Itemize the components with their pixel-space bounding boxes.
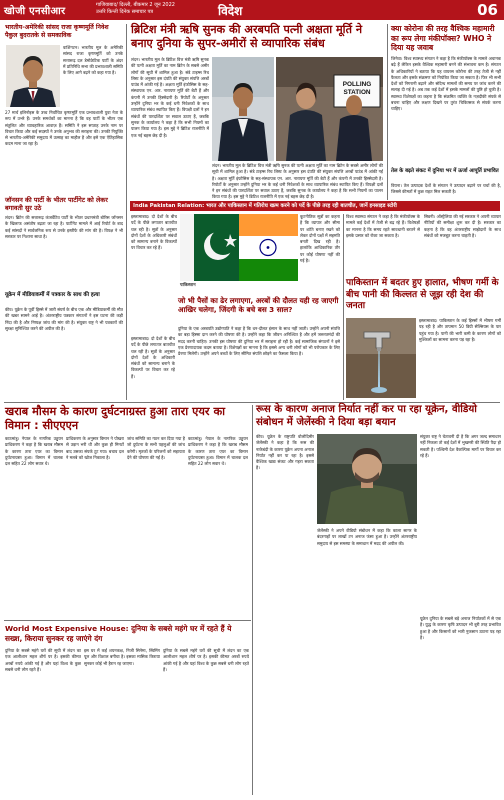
zelensky-photo bbox=[317, 434, 417, 524]
left-headline: भारतीय-अमेरिकी सांसद राजा कृष्णमूर्ति निवेश पैकुल बुदरातके से समकाविक bbox=[5, 24, 109, 39]
left-story-3-body: कीव। यूक्रेन के पूर्वी हिस्से में जारी संघर्ष के बीच एक और मीडियाकर्मी की मौत की खबर सामने आई है। अंतरराष्ट्रीय पत्रकार संगठनों ने इस घटना की कड़ी निंदा की है और निष्पक्ष जांच की मांग की है। संयुक्त राष्ट्र ने भी पत्रकारों की सुरक्षा सुनिश्चित करने की अपील की है। bbox=[5, 307, 123, 331]
tap-water-photo bbox=[346, 318, 416, 398]
house-body-c: दुनिया के सबसे महंगे घरों की सूची में लंदन का एक आलीशान महल शीर्ष पर है। इसकी कीमत अरबों रुपये आंकी गई है और यहां विश्व के कुछ सबसे धनी लोग रहते हैं। bbox=[163, 648, 249, 672]
pak-water-headline: पाकिस्तान में बदतर हुए हालात, भीषण गर्मी के बीच पानी की किल्लत से जूझ रही देश की जनता bbox=[346, 278, 499, 311]
pak-body-top-b: सिडनी। ऑस्ट्रेलिया की नई सरकार ने अपनी व्यापार नीतियों की समीक्षा शुरू कर दी है। सरकार का कहना है कि वह अंतरराष्ट्रीय साझेदारों के साथ संबंधों को मजबूत करना चाहती है। bbox=[424, 214, 501, 238]
masthead-date: गाजियाबाद/ दिल्ली, बीकमार 2 जून 2022 bbox=[96, 2, 175, 8]
zelensky-body-d: यूक्रेन दुनिया के सबसे बड़े अनाज निर्यातकों में से एक है। युद्ध के कारण कृषि उत्पादन भी बुरी तरह प्रभावित हुआ है और किसानों को भारी नुकसान उठाना पड़ रहा है। bbox=[420, 616, 501, 640]
section-title: विदेश bbox=[218, 4, 243, 18]
pak-body-top-a: विश्व स्वास्थ्य संगठन ने कहा है कि मंकीपॉक्स के मामले कई देशों में तेजी से बढ़ रहे हैं। विशेषज्ञों का मानना है कि समय रहते सावधानी बरतने से इसके प्रसार को रोका जा सकता है। bbox=[346, 214, 420, 238]
house-body-a: दुनिया के सबसे महंगे घरों की सूची में लंदन का एक आलीशान महल शीर्ष पर है। इसकी कीमत अरबों रुपये आंकी गई है और यहां विश्व के कुछ सबसे धनी लोग रहते हैं। bbox=[5, 648, 81, 672]
lead-headline: ब्रिटिश मंत्री ऋषि सुनक की अरबपति पत्नी अक्षता मूर्ति ने बनाए दुनिया के सुपर-अमीरों से व्यापारिक संबंध bbox=[131, 23, 363, 50]
oil-subhead: तेल के बढ़ते संकट में दुनिया भर में ऊर्जा आपूर्ति प्रभावित bbox=[391, 168, 499, 174]
monkeypox-headline: क्या कोरोना की तरह वैश्विक महामारी का रूप लेगा मंकीपॉक्स? WHO ने दिया यह जवाब bbox=[391, 24, 495, 52]
wealth-body: दुनिया के एक अरबपति उद्योगपति ने कहा है कि धन-दौलत इंसान के साथ नहीं जाती। उन्होंने अपनी संपत्ति का बड़ा हिस्सा दान करने की घोषणा की है। उन्होंने कहा कि जीवन अनिश्चित है और हमें जरूरतमंदों की मदद करनी चाहिए। उनकी इस घोषणा की दुनिया भर में सराहना हो रही है। कई सामाजिक संगठनों ने इसे एक प्रेरणादायक कदम बताया है। विशेषज्ञों का मानना है कि इससे अन्य धनी लोगों को भी परोपकार के लिए प्रेरणा मिलेगी। उन्होंने अपने बच्चों के लिए सीमित संपत्ति छोड़ने का फैसला किया है। bbox=[178, 326, 340, 357]
monkeypox-body: जिनेवा। विश्व स्वास्थ्य संगठन ने कहा है कि मंकीपॉक्स के मामले अचानक बढ़े हैं लेकिन इसके वैश्विक महामारी बनने की संभावना कम है। संगठन के अधिकारियों ने बताया कि यह वायरस कोरोना की तरह तेजी से नहीं फैलता और इसके संक्रमण को नियंत्रित किया जा सकता है। फिर भी सभी देशों को निगरानी बढ़ाने और संदिग्ध मामलों की समय पर जांच करने की सलाह दी गई है। अब तक कई देशों में इसके मामलों की पुष्टि हो चुकी है। स्वास्थ्य विशेषज्ञों का कहना है कि संक्रमित व्यक्ति के नज़दीकी संपर्क से बचना चाहिए और लक्षण दिखने पर तुरंत चिकित्सक से संपर्क करना चाहिए। bbox=[391, 56, 501, 112]
house-headline: World Most Expensive House: दुनिया के सबसे महंगे घर में रहते हैं ये सख्श, किराया सुनकर रह जाएंगे दंग bbox=[5, 624, 232, 643]
politician-photo bbox=[6, 45, 60, 107]
polling-station-sign: POLLING STATION bbox=[342, 81, 372, 96]
india-pak-body-c: इस्लामाबाद। दो देशों के बीच पर्दे के पीछे लगातार बातचीत चल रही है। सूत्रों के अनुसार दोनों देशों के अधिकारी संबंधों को सामान्य बनाने के विकल्पों पर विचार कर रहे हैं। bbox=[131, 336, 175, 379]
masthead-meta bbox=[96, 2, 175, 16]
page-number: 06 bbox=[477, 1, 498, 19]
india-pak-body-b: कूटनीतिक सूत्रों का कहना है कि व्यापार और सीमा पर शांति बनाए रखने को लेकर दोनों पक्षों में सहमति बनती दिख रही है। हालांकि आधिकारिक तौर पर कोई घोषणा नहीं की गई है। bbox=[300, 214, 340, 264]
masthead-bar bbox=[0, 0, 504, 20]
masthead-tagline: उत्तरि किन्ती दिनेक समाचार पत्र bbox=[96, 9, 154, 15]
column-divider-right bbox=[387, 24, 388, 200]
left-subhead-ukraine: यूक्रेन में मीडियाकर्मी में पत्रकार के साथ की हत्या bbox=[5, 292, 100, 298]
column-divider bbox=[126, 24, 127, 400]
left-story-2-body: लंदन। ब्रिटेन की सत्तारूढ़ कंजर्वेटिव पार्टी के भीतर प्रधानमंत्री बोरिस जॉनसन के खिलाफ असंतोष बढ़ता जा रहा है। पार्टीगेट मामले में आई रिपोर्ट के बाद कई सांसदों ने सार्वजनिक रूप से उनके इस्तीफे की मांग की है। विपक्ष ने भी सरकार पर निशाना साधा है। bbox=[5, 215, 123, 239]
zelensky-headline: रूस के कारण अनाज निर्यात नहीं कर पा रहा यूक्रेन, वीडियो संबोधन में जेलेंस्की ने दिया बड़ा बयान bbox=[256, 404, 477, 428]
newspaper-brand: खोजी एनसीआर bbox=[4, 6, 66, 17]
wealth-headline: जो भी पैसों का ढेर लगाएगा, अरबों की दौलत यही रह जाएगी आखिर चलेगा, जिंदगी के बचे बस 3 साल? bbox=[178, 296, 339, 314]
flags-caption: पाकिस्तान bbox=[180, 283, 196, 288]
plane-crash-headline: खराब मौसम के कारण दुर्घटनाग्रस्त हुआ तारा एयर का विमान : सीएएएन bbox=[5, 405, 226, 432]
oil-body: वियना। तेल उत्पादक देशों के संगठन ने उत्पादन बढ़ाने पर चर्चा की है, जिससे कीमतों में कुछ राहत मिल सकती है। bbox=[391, 183, 501, 195]
plane-body-c: जांच समिति का गठन कर दिया गया है जो दुर्घटना के सभी पहलुओं की जांच करेगी। मृतकों के परिजनों को सहायता देने की घोषणा की गई है। bbox=[127, 436, 185, 460]
horizontal-rule bbox=[4, 402, 500, 403]
left-story-1-body-a: वाशिंगटन। भारतीय मूल के अमेरिकी सांसद राजा कृष्णमूर्ति को उनके सत्तारूढ़ दल डेमोक्रेटिक पार्टी के अंदर में प्रतिनिधि सभा की प्रभावशाली समिति के लिए आगे बढ़ने को कहा गया है। bbox=[63, 45, 123, 76]
sunak-photo bbox=[212, 57, 274, 161]
flags-photo bbox=[180, 214, 298, 281]
pak-water-body: इस्लामाबाद। पाकिस्तान के कई हिस्सों में भीषण गर्मी पड़ रही है और तापमान 50 डिग्री सेल्सियस के पार पहुंच गया है। पानी की भारी कमी के कारण लोगों को मुश्किलों का सामना करना पड़ रहा है। bbox=[419, 318, 501, 342]
column-divider-pak bbox=[343, 214, 344, 400]
lead-body: लंदन। भारतीय मूल के ब्रिटिश वित्त मंत्री ऋषि सुनक की पत्नी अक्षता मूर्ति का नाम ब्रिटेन के सबसे अमीर लोगों की सूची में शामिल हुआ है। संडे टाइम्स रिच लिस्ट के अनुसार इस दंपति की संयुक्त संपत्ति अरबों पाउंड में आंकी गई है। अक्षता मूर्ति इंफोसिस के सह-संस्थापक एन. आर. नारायण मूर्ति की बेटी हैं और कंपनी में उनकी हिस्सेदारी है। रिपोर्टों के अनुसार उन्होंने दुनिया भर के कई धनी निवेशकों के साथ व्यापारिक संबंध स्थापित किए हैं। विपक्षी दलों ने इन संबंधों की पारदर्शिता पर सवाल उठाए हैं, जबकि सुनक के कार्यालय ने कहा है कि सभी नियमों का पालन किया गया है। इस मुद्दे ने ब्रिटिश राजनीति में एक नई बहस छेड़ दी है। bbox=[131, 57, 209, 138]
left-story-1-body-b: 27 मार्च इलिनोइस के उच्च निर्वाचित कृष्णमूर्ति एक प्रभावशाली युवा नेता के रूप में उभरे हैं। उनके समर्थकों का मानना है कि वह पार्टी के भीतर एक संतुलित और व्यावहारिक आवाज़ हैं। समिति ने इस सप्ताह उनके नाम पर विचार किया और कई सदस्यों ने उनके अनुभव की सराहना की। उनकी नियुक्ति से भारतीय-अमेरिकी समुदाय में उत्साह का माहौल है और इसे एक ऐतिहासिक कदम माना जा रहा है। bbox=[5, 110, 123, 147]
india-pak-header-bar: India Pakistan Relation: भारत और पाकिस्तान में गतिरोध खत्म करने को पर्दे के पीछे तरह रही बातचीत, जानें इनसाइड स्टोरी bbox=[130, 201, 500, 211]
plane-body-a: काठमांडू। नेपाल के नागरिक उड्डयन प्राधिकरण ने कहा है कि खराब मौसम के कारण तारा एयर का विमान दुर्घटनाग्रस्त हुआ। विमान में चालक दल सहित 22 लोग सवार थे। bbox=[5, 436, 63, 467]
zelensky-body-b: जेलेंस्की ने अपने वीडियो संबोधन में कहा कि काला सागर के बंदरगाहों पर लाखों टन अनाज फंसा हुआ है। उन्होंने अंतरराष्ट्रीय समुदाय से इस समस्या के समाधान में मदद की अपील की। bbox=[317, 528, 417, 546]
zelensky-body-a: कीव। यूक्रेन के राष्ट्रपति वोलोदिमीर जेलेंस्की ने कहा है कि रूस की नाकेबंदी के कारण यूक्रेन अपना अनाज निर्यात नहीं कर पा रहा है। इससे वैश्विक खाद्य संकट और गहरा सकता है। bbox=[256, 434, 314, 471]
house-body-b: इस घर में कई शयनकक्ष, निजी सिनेमा, स्विमिंग पूल और विशाल बगीचा है। इसका मासिक किराया सुनकर कोई भी हैरान रह जाएगा। bbox=[84, 648, 160, 666]
left-subhead-johnson: जॉनसन की पार्टी के भीतर पार्टीगेट को लेकर बगावती सुर उठे bbox=[5, 196, 108, 213]
polling-station-photo bbox=[276, 57, 383, 161]
horizontal-rule-left bbox=[4, 620, 251, 621]
plane-body-b: प्राधिकरण के अनुसार विमान ने पोखरा से उड़ान भरी थी और कुछ ही मिनटों बाद उसका संपर्क टूट गया। बचाव दल ने मलबे को खोज निकाला है। bbox=[66, 436, 124, 460]
plane-body-d: काठमांडू। नेपाल के नागरिक उड्डयन प्राधिकरण ने कहा है कि खराब मौसम के कारण तारा एयर का विमान दुर्घटनाग्रस्त हुआ। विमान में चालक दल सहित 22 लोग सवार थे। bbox=[188, 436, 248, 467]
india-pak-body-a: इस्लामाबाद। दो देशों के बीच पर्दे के पीछे लगातार बातचीत चल रही है। सूत्रों के अनुसार दोनों देशों के अधिकारी संबंधों को सामान्य बनाने के विकल्पों पर विचार कर रहे हैं। bbox=[131, 214, 177, 251]
zelensky-body-c: संयुक्त राष्ट्र ने चेतावनी दी है कि अगर जल्द समाधान नहीं निकला तो कई देशों में भुखमरी की स्थिति पैदा हो सकती है। पश्चिमी देश वैकल्पिक मार्गों पर विचार कर रहे हैं। bbox=[420, 434, 501, 458]
lead-body-continued: लंदन। भारतीय मूल के ब्रिटिश वित्त मंत्री ऋषि सुनक की पत्नी अक्षता मूर्ति का नाम ब्रिटेन के सबसे अमीर लोगों की सूची में शामिल हुआ है। संडे टाइम्स रिच लिस्ट के अनुसार इस दंपति की संयुक्त संपत्ति अरबों पाउंड में आंकी गई है। अक्षता मूर्ति इंफोसिस के सह-संस्थापक एन. आर. नारायण मूर्ति की बेटी हैं और कंपनी में उनकी हिस्सेदारी है। रिपोर्टों के अनुसार उन्होंने दुनिया भर के कई धनी निवेशकों के साथ व्यापारिक संबंध स्थापित किए हैं। विपक्षी दलों ने इन संबंधों की पारदर्शिता पर सवाल उठाए हैं, जबकि सुनक के कार्यालय ने कहा है कि सभी नियमों का पालन किया गया है। इस मुद्दे ने ब्रिटिश राजनीति में एक नई बहस छेड़ दी है। bbox=[212, 163, 383, 199]
column-divider-bottom bbox=[252, 405, 253, 795]
